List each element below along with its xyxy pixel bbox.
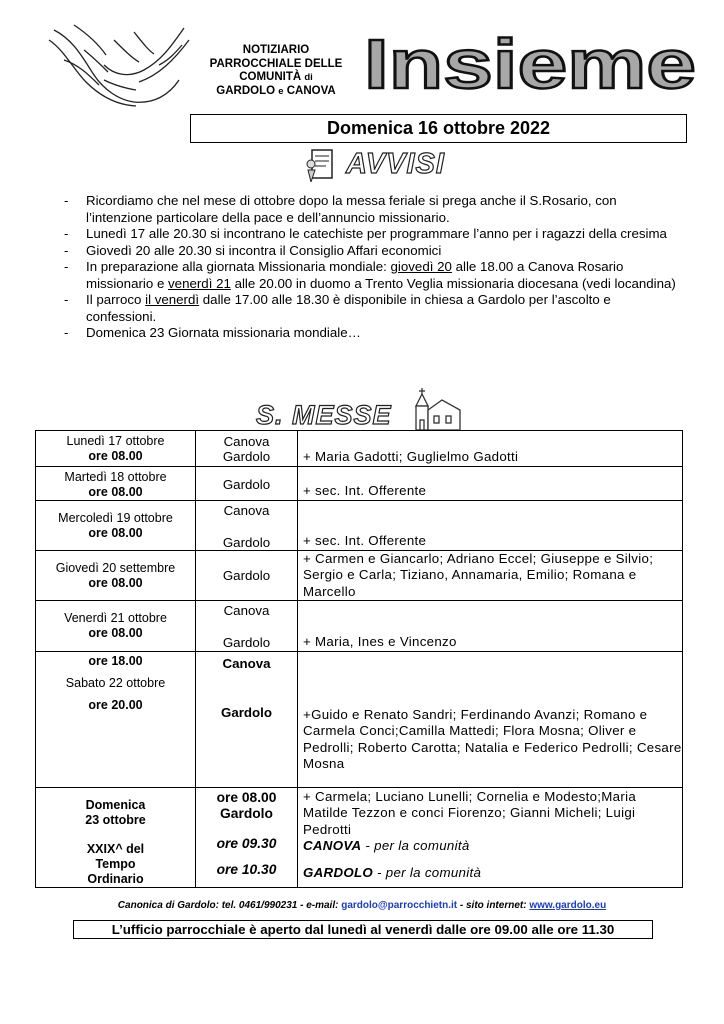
intention-cell (298, 550, 683, 601)
intention-cell (298, 601, 683, 652)
intention-text: +Guido e Renato Sandri; Ferdinando Avanzi; Romano e Carmela Conci;Camilla Mattedi; Flora Mosna; Oliver e Pedrolli; Roberto Carotta; Natalia e Federico Pedrolli; Cesare Mosna (303, 706, 682, 771)
time-label: ore 08.00 (88, 484, 143, 499)
day-cell (36, 500, 196, 550)
place-cell (196, 550, 298, 601)
place-label: Gardolo (222, 449, 271, 464)
time-label: ore 20.00 (88, 697, 143, 712)
place-label: Gardolo (222, 567, 271, 583)
place-label: Canova (222, 655, 271, 671)
church-icon (402, 384, 462, 432)
time-label: ore 08.00 (88, 575, 143, 590)
place-label: Canova (223, 434, 270, 449)
time-label: ore 08.00 (216, 789, 277, 805)
svg-text:Insieme: Insieme (364, 30, 696, 94)
intention-text: + Carmela; Luciano Lunelli; Cornelia e Modesto;Maria Matilde Tezzon e conci Fiorenzo; Gianni Micheli; Luigi Pedrotti (303, 788, 637, 837)
intention-cell (298, 651, 683, 787)
time-label: ore 10.30 (216, 861, 277, 877)
newsletter-title (362, 30, 702, 94)
day-label: Domenica (85, 797, 146, 812)
avvisi-item: - Lunedì 17 alle 20.30 si incontrano le catechiste per programmare l’anno per i ragazzi della cresima (64, 226, 684, 243)
time-label: ore 09.30 (216, 835, 277, 851)
intention-text: + Maria Gadotti; Guglielmo Gadotti (303, 449, 519, 464)
avvisi-item: - In preparazione alla giornata Missionaria mondiale: giovedì 20 alle 18.00 a Canova Rosario missionario e venerdì 21 alle 20.00 in duomo a Trento Veglia missionaria diocesana (vedi locandina) (64, 259, 684, 292)
table-row (36, 466, 683, 500)
messe-heading: S. MESSE (256, 400, 392, 430)
place-label: GARDOLO (303, 864, 374, 880)
place-label: Gardolo (220, 805, 273, 821)
subtitle-line: GARDOLO e CANOVA (216, 84, 336, 97)
table-row (36, 500, 683, 550)
place-label: CANOVA (303, 838, 362, 853)
day-label: 23 ottobre (85, 812, 146, 827)
day-label: Sabato 22 ottobre (65, 675, 166, 690)
time-label: ore 08.00 (88, 525, 143, 540)
email-link[interactable]: gardolo@parrocchietn.it (341, 900, 458, 911)
intention-cell (298, 787, 683, 887)
table-row (36, 431, 683, 467)
avvisi-item: - Ricordiamo che nel mese di ottobre dopo la messa feriale si prega anche il S.Rosario, con l’intenzione particolare della pace e dell’annuncio missionario. (64, 193, 684, 226)
avvisi-heading: AVVISI (346, 148, 445, 180)
day-cell (36, 651, 196, 787)
day-label: Venerdì 21 ottobre (64, 611, 167, 625)
subtitle-line: PARROCCHIALE DELLE (209, 57, 343, 70)
office-hours: L’ufficio parrocchiale è aperto dal lunedì al venerdì dalle ore 09.00 alle ore 11.30 (73, 920, 653, 939)
avvisi-list (64, 193, 684, 342)
contact-mid: - sito internet: (457, 900, 530, 911)
subtitle-line: NOTIZIARIO (242, 44, 310, 56)
avvisi-item: - Giovedì 20 alle 20.30 si incontra il Consiglio Affari economici (64, 243, 684, 260)
day-cell (36, 550, 196, 601)
place-cell (196, 651, 298, 787)
place-label: Canova (223, 502, 270, 518)
intention-text: + sec. Int. Offerente (303, 532, 427, 548)
table-row (36, 601, 683, 652)
contact-prefix: Canonica di Gardolo: tel. 0461/990231 - e-mail: (117, 900, 342, 911)
day-cell (36, 466, 196, 500)
avvisi-item: - Il parroco il venerdì dalle 17.00 alle 18.30 è disponibile in chiesa a Gardolo per l’ascolto e confessioni. (64, 292, 684, 325)
place-label: Gardolo (222, 476, 271, 492)
day-label: Mercoledì 19 ottobre (58, 510, 173, 525)
intention-text: + sec. Int. Offerente (303, 482, 427, 498)
table-row (36, 651, 683, 787)
place-label: Gardolo (222, 635, 271, 650)
time-label: ore 08.00 (88, 626, 143, 640)
table-row (36, 787, 683, 887)
place-cell (196, 466, 298, 500)
day-cell (36, 787, 196, 887)
feast-label: XXIX^ del Tempo Ordinario (86, 841, 145, 886)
notice-board-icon (306, 146, 336, 182)
intention-text: - per la comunità (373, 864, 482, 880)
place-cell (196, 431, 298, 467)
day-label: Martedì 18 ottobre (64, 469, 167, 484)
intention-text: + Maria, Ines e Vincenzo (303, 634, 457, 649)
subtitle-line: COMUNITÀ di (239, 71, 313, 83)
day-label: Giovedì 20 settembre (55, 560, 176, 575)
intention-text: + Carmen e Giancarlo; Adriano Eccel; Giuseppe e Silvio; Sergio e Carla; Tiziano, Annamaria, Emilio; Romana e Marcello (303, 550, 654, 599)
contact-info (0, 900, 724, 911)
place-label: Gardolo (222, 534, 271, 550)
website-link[interactable]: www.gardolo.eu (529, 900, 607, 911)
newsletter-subtitle (196, 44, 356, 98)
avvisi-item: - Domenica 23 Giornata missionaria mondiale… (64, 325, 684, 342)
table-row (36, 550, 683, 601)
place-label: Gardolo (221, 704, 272, 720)
hands-logo-image (44, 20, 194, 108)
place-label: Canova (223, 603, 270, 618)
place-cell (196, 787, 298, 887)
intention-cell (298, 431, 683, 467)
place-cell (196, 500, 298, 550)
day-cell (36, 601, 196, 652)
day-cell (36, 431, 196, 467)
intention-cell (298, 466, 683, 500)
intention-cell (298, 500, 683, 550)
intention-text: - per la comunità (361, 838, 470, 853)
day-label: Lunedì 17 ottobre (66, 434, 165, 448)
masses-table (35, 430, 683, 888)
time-label: ore 08.00 (88, 449, 143, 463)
time-label: ore 18.00 (88, 653, 143, 668)
date-heading: Domenica 16 ottobre 2022 (190, 114, 687, 143)
place-cell (196, 601, 298, 652)
